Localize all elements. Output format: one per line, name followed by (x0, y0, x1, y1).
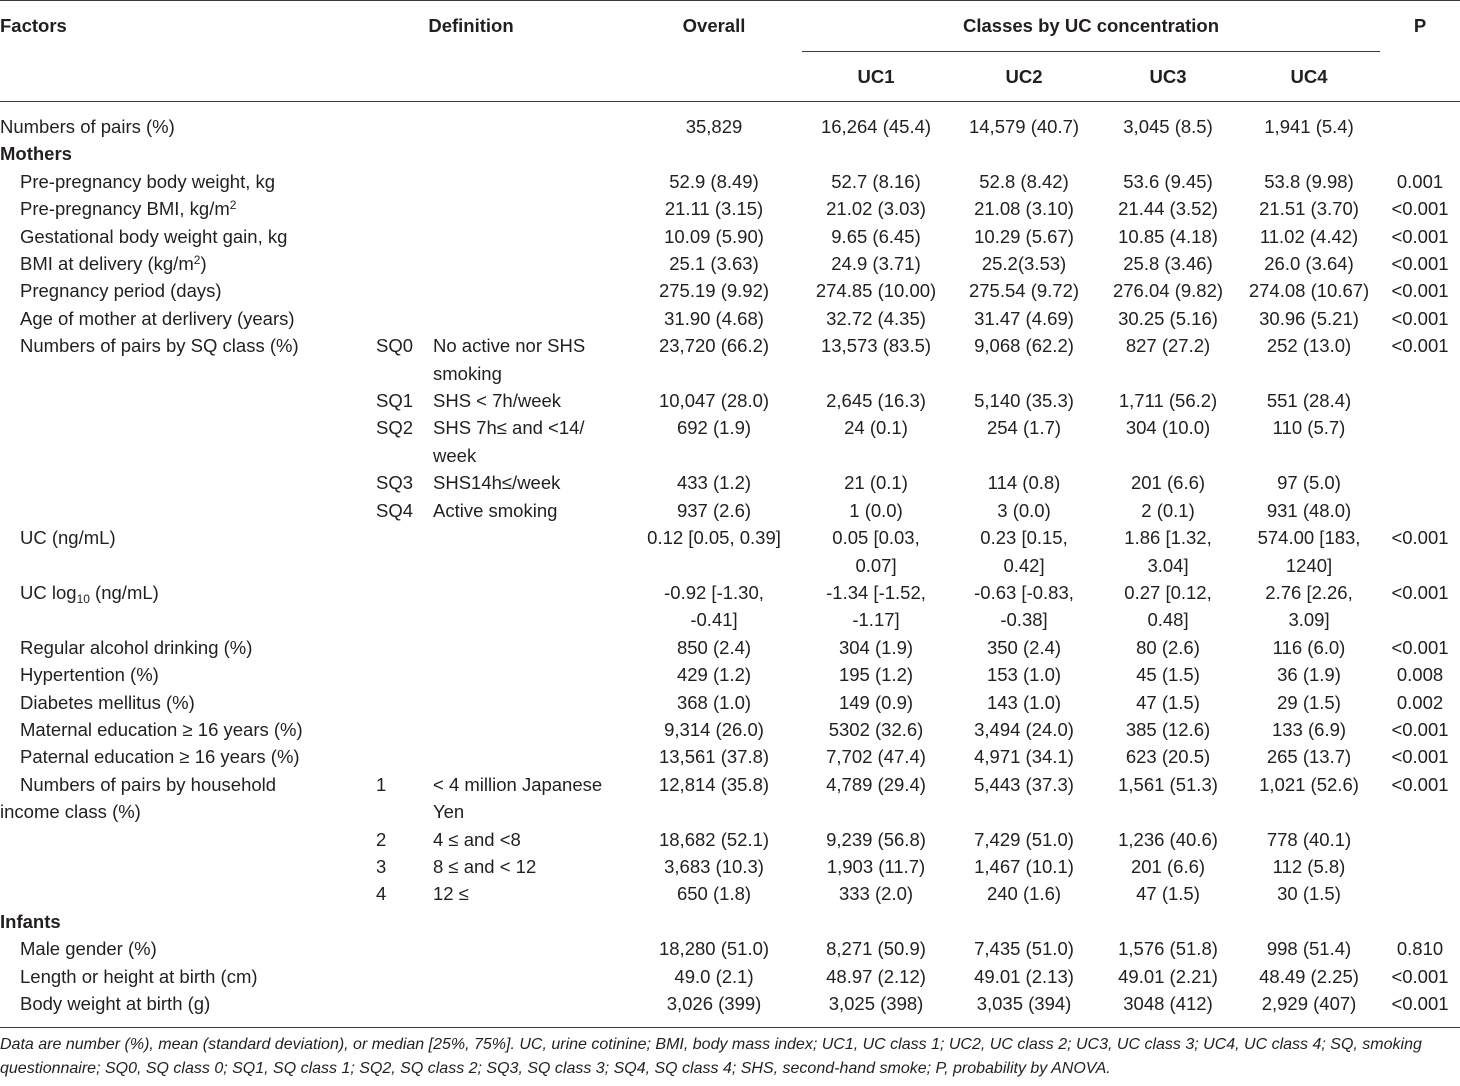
cell-code: 3 (376, 855, 387, 877)
cell-overall: 10.09 (5.90) (664, 225, 764, 247)
cell-uc1: 149 (0.9) (838, 691, 914, 713)
cell-uc1: 16,264 (45.4) (820, 116, 932, 137)
cell-uc3: 25.8 (3.46) (1123, 253, 1213, 275)
cell-uc2: 4,971 (34.1) (974, 746, 1074, 768)
cell-uc1: 21 (0.1) (844, 472, 908, 494)
uc2-header: UC2 (1005, 66, 1043, 87)
cell-uc4: 110 (5.7) (1272, 417, 1346, 439)
table-row (0, 387, 1460, 414)
cell-uc2: 49.01 (2.13) (974, 965, 1074, 987)
cell-overall: 31.90 (4.68) (664, 307, 764, 329)
cell-definition: SHS < 7h/week (433, 390, 562, 412)
cell-overall: 368 (1.0) (676, 691, 752, 713)
table-row (0, 579, 1460, 634)
label-sub: 10 (76, 591, 90, 606)
cell-uc1: 48.97 (2.12) (826, 965, 926, 987)
cell-overall: -0.92 [-1.30, -0.41] (664, 581, 764, 631)
row-label: Body weight at birth (g) (20, 993, 211, 1014)
cell-uc2: 7,429 (51.0) (974, 828, 1074, 850)
cell-uc2: 31.47 (4.69) (974, 307, 1074, 329)
cell-overall: 9,314 (26.0) (664, 718, 764, 740)
cell-uc4: 26.0 (3.64) (1264, 253, 1354, 275)
row-label: Length or height at birth (cm) (20, 965, 258, 987)
cell-uc3: 53.6 (9.45) (1123, 170, 1213, 192)
definition-header: Definition (428, 15, 514, 36)
cell-uc1: 0.05 [0.03, 0.07] (832, 527, 920, 576)
cell-uc1: 9,239 (56.8) (826, 828, 926, 850)
cell-p: <0.001 (1391, 253, 1449, 275)
cell-uc3: 3048 (412) (1123, 993, 1213, 1014)
row-label (0, 195, 376, 222)
cell-uc4: 112 (5.8) (1272, 855, 1346, 877)
cell-uc2: 3 (0.0) (997, 499, 1051, 521)
cell-definition: Active smoking (433, 499, 558, 521)
cell-code: 2 (376, 828, 387, 850)
cell-uc1: 3,025 (398) (828, 993, 924, 1014)
cell-code: SQ2 (376, 417, 414, 439)
table-row (0, 524, 1460, 579)
cell-p: 0.008 (1396, 664, 1444, 686)
cell-p: 0.810 (1396, 938, 1444, 960)
table-row (0, 634, 1460, 661)
cell-uc3: 385 (12.6) (1125, 718, 1211, 740)
cell-uc4: 29 (1.5) (1277, 691, 1341, 713)
cell-p: <0.001 (1391, 307, 1449, 329)
cell-uc3: 1,236 (40.6) (1118, 828, 1218, 850)
cell-definition: 12 ≤ (433, 883, 469, 905)
cell-uc1: 5302 (32.6) (828, 718, 924, 740)
cell-overall: 25.1 (3.63) (669, 253, 759, 275)
cell-uc3: 80 (2.6) (1136, 636, 1200, 658)
cell-uc1: 24.9 (3.71) (831, 253, 921, 275)
cell-uc3: 1,576 (51.8) (1118, 938, 1218, 960)
cell-uc2: 1,467 (10.1) (974, 855, 1074, 877)
row-label: Pre-pregnancy body weight, kg (20, 170, 276, 192)
cell-uc2: 153 (1.0) (986, 664, 1062, 686)
table-row (0, 469, 1460, 496)
cell-overall: 3,683 (10.3) (664, 855, 764, 877)
cell-overall: 429 (1.2) (676, 664, 752, 686)
cell-overall: 275.19 (9.92) (658, 280, 770, 302)
cell-definition: < 4 million Japanese Yen (433, 773, 603, 823)
cell-uc3: 3,045 (8.5) (1123, 116, 1213, 137)
cell-uc1: 8,271 (50.9) (826, 938, 926, 960)
cell-definition: SHS 7h≤ and <14/ week (433, 417, 585, 466)
row-label (0, 579, 376, 634)
label-sup: 2 (193, 253, 201, 268)
label-text-end: ) (200, 253, 207, 275)
label-text-end: (ng/mL) (89, 581, 159, 603)
cell-overall: 12,814 (35.8) (658, 773, 770, 795)
cell-overall: 21.11 (3.15) (664, 198, 764, 220)
cell-uc3: 1.86 [1.32, 3.04] (1124, 527, 1212, 576)
cell-uc3: 21.44 (3.52) (1118, 198, 1218, 220)
cell-overall: 49.0 (2.1) (674, 965, 754, 987)
cell-uc3: 47 (1.5) (1136, 883, 1200, 905)
cell-uc2: 52.8 (8.42) (979, 170, 1069, 192)
table-row (0, 990, 1460, 1017)
cell-uc4: 53.8 (9.98) (1264, 170, 1354, 192)
cell-overall: 433 (1.2) (676, 472, 752, 494)
cell-uc4: 30.96 (5.21) (1259, 307, 1359, 329)
cell-overall: 18,682 (52.1) (658, 828, 770, 850)
cell-p: 0.002 (1396, 691, 1444, 713)
cell-code: SQ1 (376, 390, 414, 412)
table-row (0, 101, 1460, 140)
table-row (0, 195, 1460, 222)
table-row (0, 277, 1460, 304)
cell-p: <0.001 (1391, 718, 1449, 740)
table-row (0, 168, 1460, 195)
cell-overall: 0.12 [0.05, 0.39] (647, 527, 781, 549)
table-row (0, 771, 1460, 826)
cell-p: <0.001 (1391, 335, 1449, 357)
cell-uc2: 350 (2.4) (986, 636, 1062, 658)
cell-uc3: 276.04 (9.82) (1112, 280, 1224, 302)
section-row-mothers (0, 140, 1460, 167)
cell-overall: 10,047 (28.0) (658, 390, 770, 412)
p-header: P (1413, 15, 1427, 36)
table-row (0, 661, 1460, 688)
cell-code: 4 (376, 883, 387, 905)
uc3-header: UC3 (1149, 66, 1187, 87)
table-row (0, 716, 1460, 743)
cell-uc4: 931 (48.0) (1266, 499, 1352, 521)
cell-uc1: 7,702 (47.4) (826, 746, 926, 768)
cell-uc2: 9,068 (62.2) (974, 335, 1074, 357)
cell-overall: 13,561 (37.8) (658, 746, 770, 768)
cell-uc2: -0.63 [-0.83, -0.38] (974, 581, 1074, 631)
cell-uc1: 32.72 (4.35) (826, 307, 926, 329)
cell-uc4: 21.51 (3.70) (1259, 198, 1359, 220)
cell-uc3: 45 (1.5) (1136, 664, 1200, 686)
cell-overall: 18,280 (51.0) (658, 938, 770, 960)
uc4-header: UC4 (1290, 66, 1328, 87)
cell-uc4: 998 (51.4) (1266, 938, 1352, 960)
factors-header: Factors (0, 15, 67, 36)
cell-uc4: 1,021 (52.6) (1259, 773, 1359, 795)
cell-code: SQ0 (376, 335, 414, 357)
cell-overall: 52.9 (8.49) (669, 170, 759, 192)
cell-uc2: 0.23 [0.15, 0.42] (980, 527, 1068, 576)
cell-overall: 692 (1.9) (676, 417, 752, 439)
cell-uc4: 36 (1.9) (1277, 664, 1341, 686)
cell-uc4: 48.49 (2.25) (1259, 965, 1359, 987)
row-label: Pregnancy period (days) (20, 280, 222, 302)
row-label (0, 771, 376, 826)
cell-uc4: 778 (40.1) (1266, 828, 1352, 850)
cell-uc2: 5,140 (35.3) (974, 390, 1074, 412)
cell-uc4: 274.08 (10.67) (1248, 280, 1370, 302)
row-label: Hypertention (%) (20, 664, 159, 686)
label-sup: 2 (229, 198, 237, 213)
cell-uc1: -1.34 [-1.52, -1.17] (826, 581, 926, 631)
cell-p: <0.001 (1391, 280, 1449, 302)
cell-uc1: 24 (0.1) (844, 417, 908, 439)
table-row (0, 853, 1460, 880)
cell-p: <0.001 (1391, 993, 1449, 1014)
cell-uc4: 252 (13.0) (1266, 335, 1352, 357)
cell-uc4: 2,929 (407) (1261, 993, 1357, 1014)
cell-uc3: 304 (10.0) (1125, 417, 1211, 439)
table-row (0, 743, 1460, 770)
cell-p: <0.001 (1391, 636, 1449, 658)
row-label: Paternal education ≥ 16 years (%) (20, 746, 300, 768)
cell-uc2: 14,579 (40.7) (968, 116, 1080, 137)
cell-code: SQ4 (376, 499, 414, 521)
table-row (0, 497, 1460, 524)
cell-uc3: 623 (20.5) (1125, 746, 1211, 768)
cell-uc4: 97 (5.0) (1277, 472, 1341, 494)
label-text: Pre-pregnancy BMI, kg/m (20, 198, 230, 220)
cell-uc4: 30 (1.5) (1277, 883, 1341, 905)
cell-uc1: 21.02 (3.03) (826, 198, 926, 220)
cell-uc4: 116 (6.0) (1272, 636, 1346, 658)
table-row (0, 414, 1460, 469)
cell-p: <0.001 (1391, 773, 1449, 795)
cell-definition: SHS14h≤/week (433, 472, 561, 494)
classes-header: Classes by UC concentration (963, 15, 1220, 36)
cell-uc2: 3,035 (394) (976, 993, 1072, 1014)
header-row-1 (0, 0, 1460, 51)
cell-uc1: 13,573 (83.5) (820, 335, 932, 357)
uc1-header: UC1 (857, 66, 895, 87)
cell-p: <0.001 (1391, 198, 1449, 220)
cell-uc2: 10.29 (5.67) (974, 225, 1074, 247)
cell-p: <0.001 (1391, 965, 1449, 987)
cell-definition: 8 ≤ and < 12 (433, 855, 537, 877)
row-label (0, 250, 376, 277)
cell-uc4: 265 (13.7) (1266, 746, 1352, 768)
cell-definition: 4 ≤ and <8 (433, 828, 521, 850)
cell-p: <0.001 (1391, 225, 1449, 247)
cell-uc4: 1,941 (5.4) (1264, 116, 1354, 137)
row-label: Maternal education ≥ 16 years (%) (20, 718, 303, 740)
cell-uc3: 10.85 (4.18) (1118, 225, 1218, 247)
cell-uc3: 1,711 (56.2) (1118, 390, 1218, 412)
row-label: Numbers of pairs (%) (0, 116, 175, 137)
cell-uc1: 4,789 (29.4) (826, 773, 926, 795)
table-row (0, 826, 1460, 853)
cell-uc2: 7,435 (51.0) (974, 938, 1074, 960)
cell-uc4: 133 (6.9) (1271, 718, 1347, 740)
table-row (0, 880, 1460, 907)
label-text: UC log (20, 581, 77, 603)
label-line-2: income class (%) (0, 801, 141, 823)
cell-uc1: 333 (2.0) (838, 883, 914, 905)
cell-uc1: 195 (1.2) (838, 664, 914, 686)
cell-uc1: 304 (1.9) (838, 636, 914, 658)
cell-uc3: 201 (6.6) (1130, 855, 1206, 877)
section-infants: Infants (0, 910, 61, 932)
row-label: Gestational body weight gain, kg (20, 225, 288, 247)
cell-uc3: 827 (27.2) (1125, 335, 1211, 357)
cell-uc3: 2 (0.1) (1141, 499, 1195, 521)
cell-uc2: 254 (1.7) (986, 417, 1062, 439)
cell-p: <0.001 (1391, 527, 1449, 549)
section-row-infants (0, 908, 1460, 935)
cell-uc2: 21.08 (3.10) (974, 198, 1074, 220)
cell-uc3: 47 (1.5) (1136, 691, 1200, 713)
cell-uc4: 574.00 [183, 1240] (1257, 527, 1361, 576)
cell-uc3: 30.25 (5.16) (1118, 307, 1218, 329)
cell-p: <0.001 (1391, 581, 1449, 603)
table-row (0, 935, 1460, 962)
cell-uc3: 201 (6.6) (1130, 472, 1206, 494)
cell-overall: 35,829 (685, 116, 743, 137)
cell-uc3: 1,561 (51.3) (1118, 773, 1218, 795)
row-label: Diabetes mellitus (%) (20, 691, 195, 713)
cell-uc2: 143 (1.0) (986, 691, 1062, 713)
cell-p: <0.001 (1391, 746, 1449, 768)
cell-p: 0.001 (1396, 170, 1444, 192)
cell-definition: No active nor SHS smoking (433, 335, 586, 384)
cell-uc1: 9.65 (6.45) (831, 225, 921, 247)
row-label: Regular alcohol drinking (%) (20, 636, 253, 658)
table-row (0, 332, 1460, 387)
cell-uc1: 1,903 (11.7) (826, 855, 926, 877)
cell-overall: 650 (1.8) (676, 883, 752, 905)
cell-overall: 23,720 (66.2) (658, 335, 770, 357)
table-row (0, 223, 1460, 250)
cell-uc2: 25.2(3.53) (981, 253, 1067, 275)
table-row (0, 689, 1460, 716)
label-line-1: Numbers of pairs by household (20, 773, 277, 795)
cell-code: 1 (376, 773, 387, 795)
cell-uc3: 0.27 [0.12, 0.48] (1124, 581, 1212, 631)
table-row (0, 250, 1460, 277)
label-text: BMI at delivery (kg/m (20, 253, 194, 275)
header-row-2 (0, 51, 1460, 101)
cell-overall: 937 (2.6) (676, 499, 752, 521)
cell-uc1: 1 (0.0) (849, 499, 903, 521)
cell-uc4: 2.76 [2.26, 3.09] (1265, 581, 1353, 631)
cell-uc1: 2,645 (16.3) (826, 390, 926, 412)
cell-overall: 850 (2.4) (676, 636, 752, 658)
cell-uc2: 5,443 (37.3) (974, 773, 1074, 795)
cell-overall: 3,026 (399) (666, 993, 762, 1014)
cell-code: SQ3 (376, 472, 414, 494)
cell-uc2: 275.54 (9.72) (968, 280, 1080, 302)
cell-uc2: 240 (1.6) (986, 883, 1062, 905)
cell-uc1: 52.7 (8.16) (831, 170, 921, 192)
cell-uc4: 11.02 (4.42) (1259, 225, 1359, 247)
cell-uc1: 274.85 (10.00) (815, 280, 937, 302)
table-bottom-rule (0, 1027, 1460, 1028)
cell-uc2: 3,494 (24.0) (974, 718, 1074, 740)
cell-uc2: 114 (0.8) (987, 472, 1061, 494)
table-footnote: Data are number (%), mean (standard deviation), or median [25%, 75%]. UC, urine cotinine; BMI, body mass index; UC1, UC class 1; UC2, UC class 2; UC3, UC class 3; UC4, UC class 4; SQ, smoking questionnaire; SQ0, SQ class 0; SQ1, SQ class 1; SQ2, SQ class 2; SQ3, SQ class 3; SQ4, SQ class 4; SHS, second-hand smoke; P, probability by ANOVA. (0, 1036, 1422, 1077)
cell-uc3: 49.01 (2.21) (1118, 965, 1218, 987)
overall-header: Overall (682, 15, 746, 36)
table-row (0, 305, 1460, 332)
row-label: Age of mother at derlivery (years) (20, 307, 295, 329)
row-label: Numbers of pairs by SQ class (%) (20, 335, 299, 357)
row-label: Male gender (%) (20, 938, 157, 960)
table-row (0, 963, 1460, 990)
cell-uc4: 551 (28.4) (1266, 390, 1352, 412)
row-label: UC (ng/mL) (20, 527, 116, 549)
section-mothers: Mothers (0, 143, 72, 165)
